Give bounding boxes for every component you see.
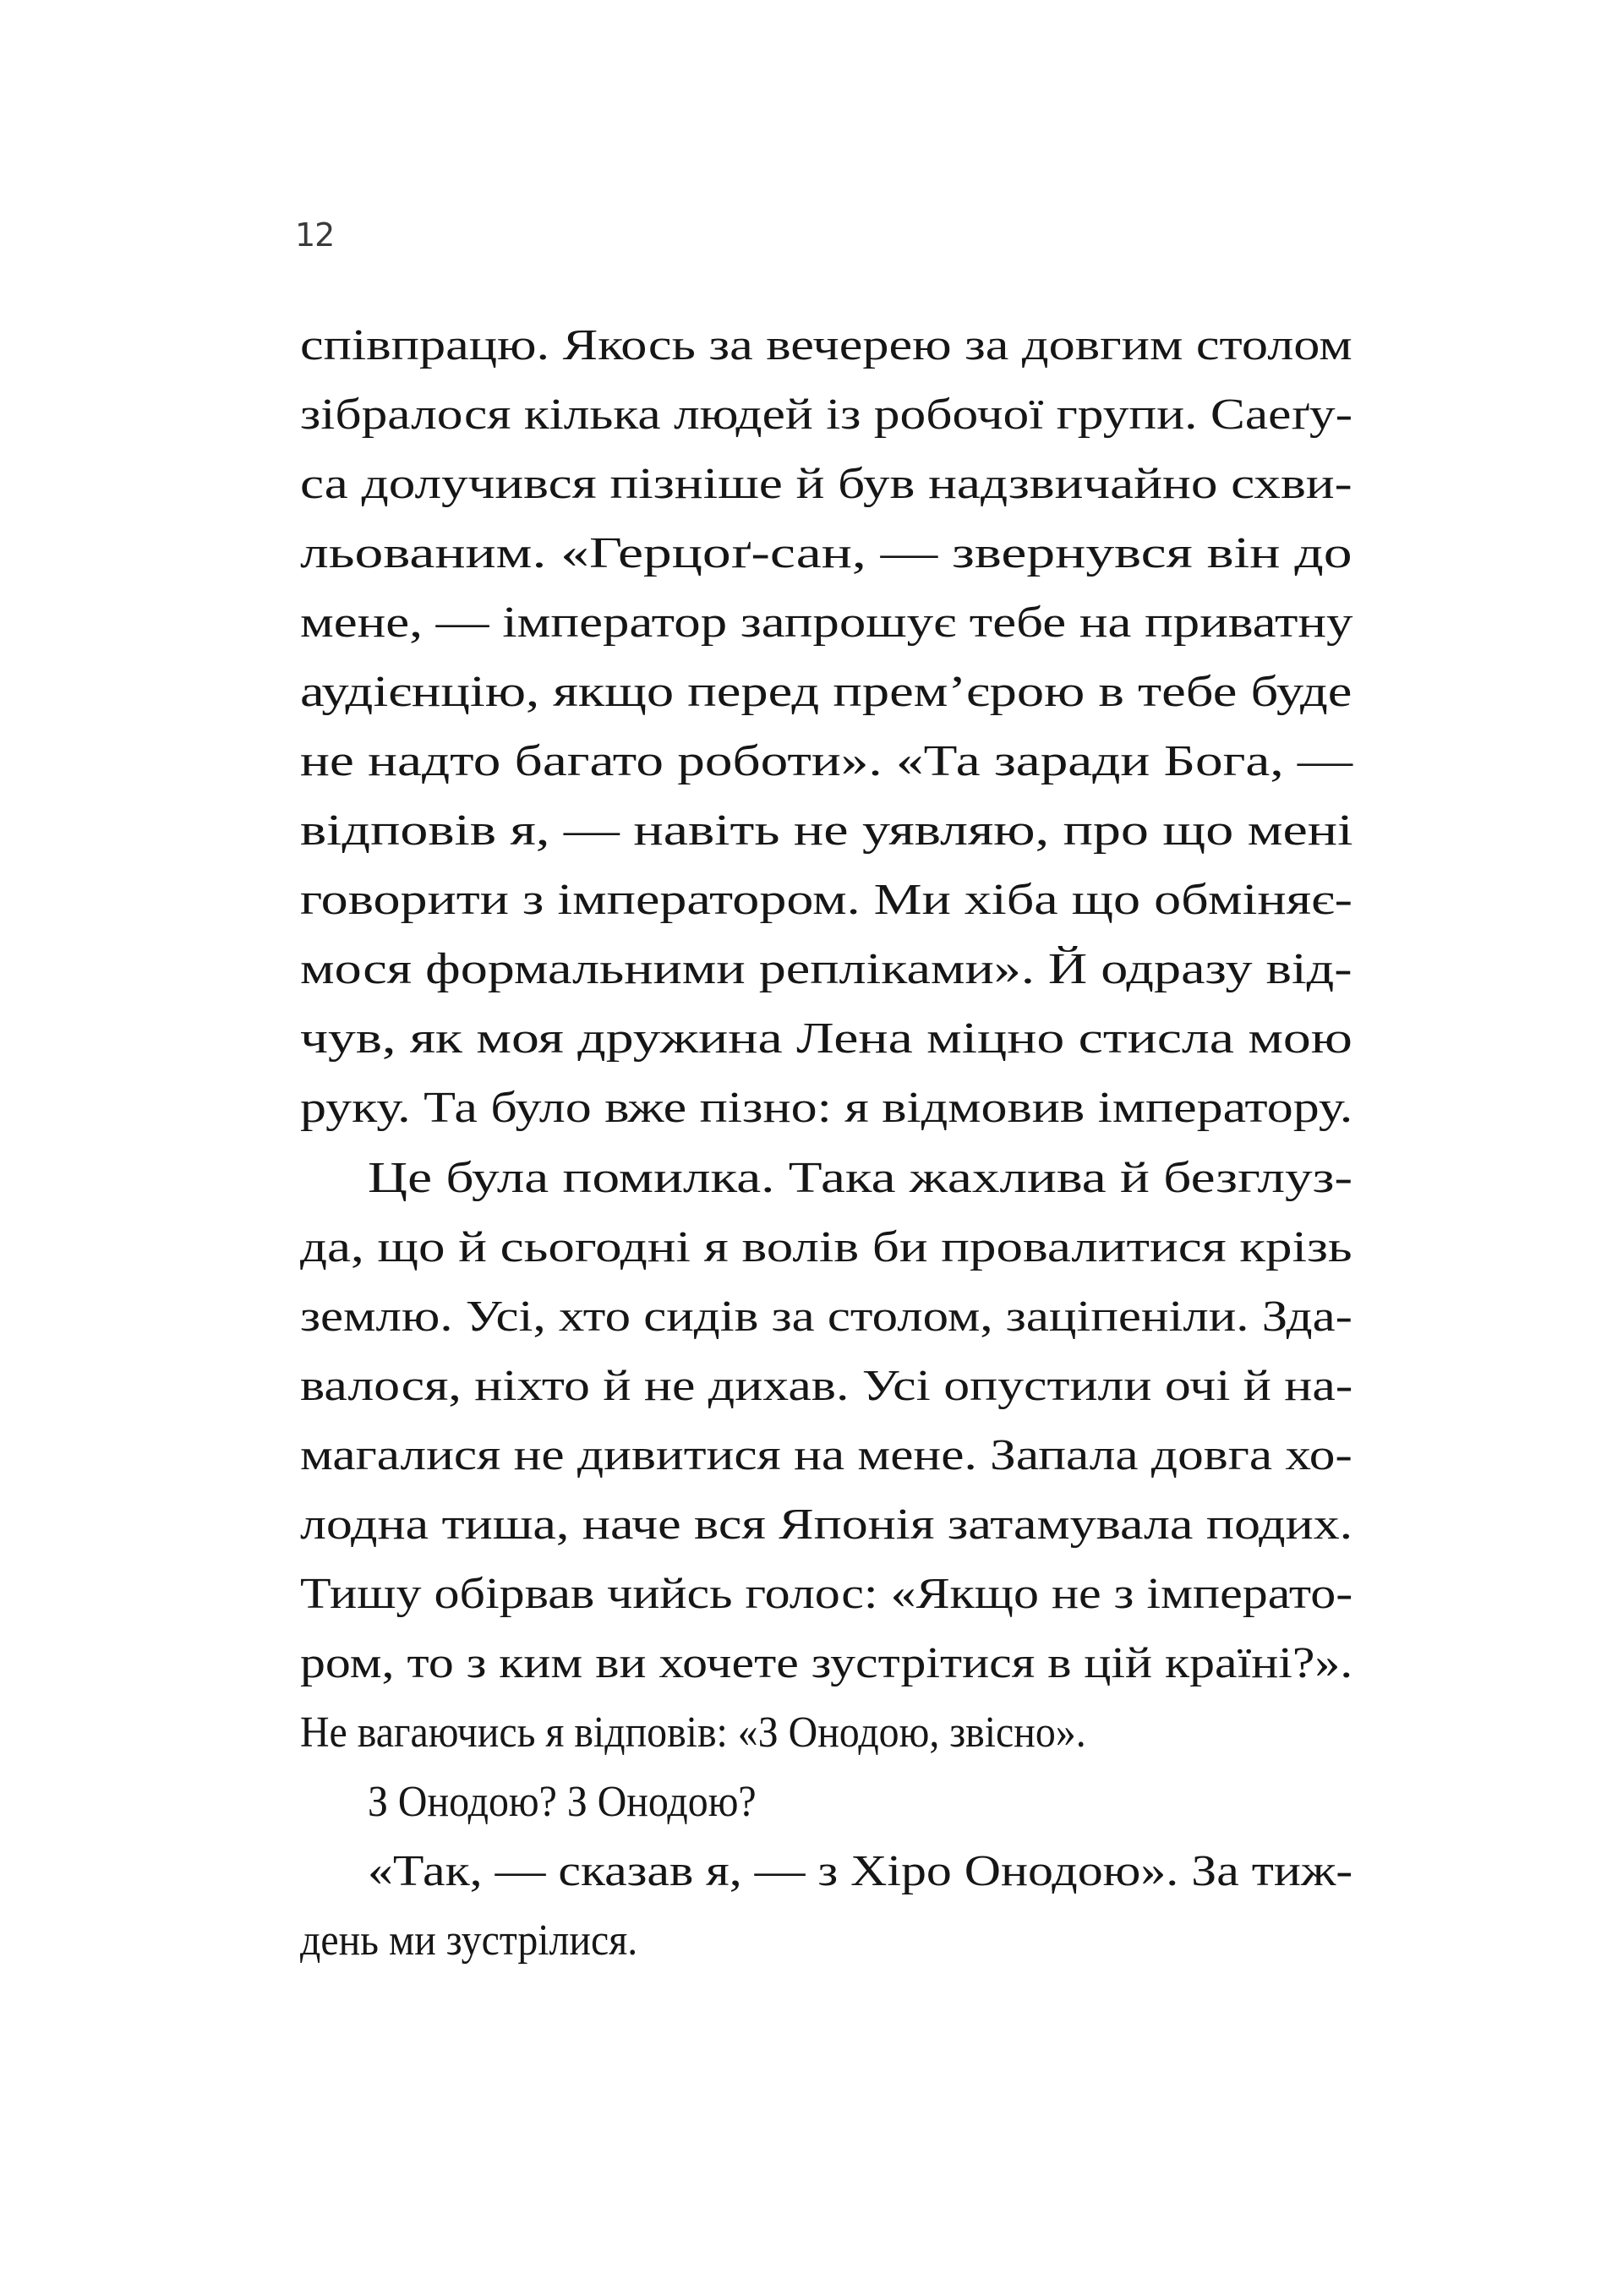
text-line: співпрацю. Якось за вечерею за довгим столом xyxy=(300,321,1352,369)
text-line: Тишу обірвав чийсь голос: «Якщо не з імперато- xyxy=(300,1570,1353,1618)
text-line: Не вагаючись я відповів: «З Онодою, звісно». xyxy=(300,1708,1086,1757)
text-line: відповів я, — навіть не уявляю, про що мені xyxy=(300,806,1353,855)
text-line: не надто багато роботи». «Та заради Бога, — xyxy=(300,737,1353,785)
text-line: Це була помилка. Така жахлива й безглуз- xyxy=(368,1154,1353,1202)
text-line: лодна тиша, наче вся Японія затамувала подих. xyxy=(300,1501,1353,1549)
text-line: чув, як моя дружина Лена міцно стисла мою xyxy=(300,1014,1352,1063)
text-line: руку. Та було вже пізно: я відмовив імператору. xyxy=(300,1084,1353,1132)
text-line: день ми зустрілися. xyxy=(300,1916,638,1965)
text-line: аудієнцію, якщо перед прем’єрою в тебе буде xyxy=(300,668,1352,716)
text-line: мося формальними репліками». Й одразу від- xyxy=(300,945,1352,993)
text-line: мене, — імператор запрошує тебе на приватну xyxy=(300,599,1353,647)
text-line: льованим. «Герцоґ-сан, — звернувся він до xyxy=(300,529,1352,577)
page-number: 12 xyxy=(295,216,335,254)
text-line: са долучився пізніше й був надзвичайно схви- xyxy=(300,460,1352,508)
text-line: З Онодою? З Онодою? xyxy=(368,1778,757,1826)
text-line: «Так, — сказав я, — з Хіро Онодою». За тиж- xyxy=(368,1847,1353,1895)
text-line: магалися не дивитися на мене. Запала довга хо- xyxy=(300,1431,1352,1479)
text-line: землю. Усі, хто сидів за столом, заціпеніли. Зда- xyxy=(300,1293,1352,1341)
text-line: зібралося кілька людей із робочої групи. Саеґу- xyxy=(300,391,1353,439)
text-line: да, що й сьогодні я волів би провалитися крізь xyxy=(300,1223,1352,1271)
text-line: валося, ніхто й не дихав. Усі опустили очі й на- xyxy=(300,1362,1353,1410)
text-line: говорити з імператором. Ми хіба що обміняє- xyxy=(300,876,1352,924)
text-line: ром, то з ким ви хочете зустрітися в цій країні?». xyxy=(300,1639,1353,1687)
